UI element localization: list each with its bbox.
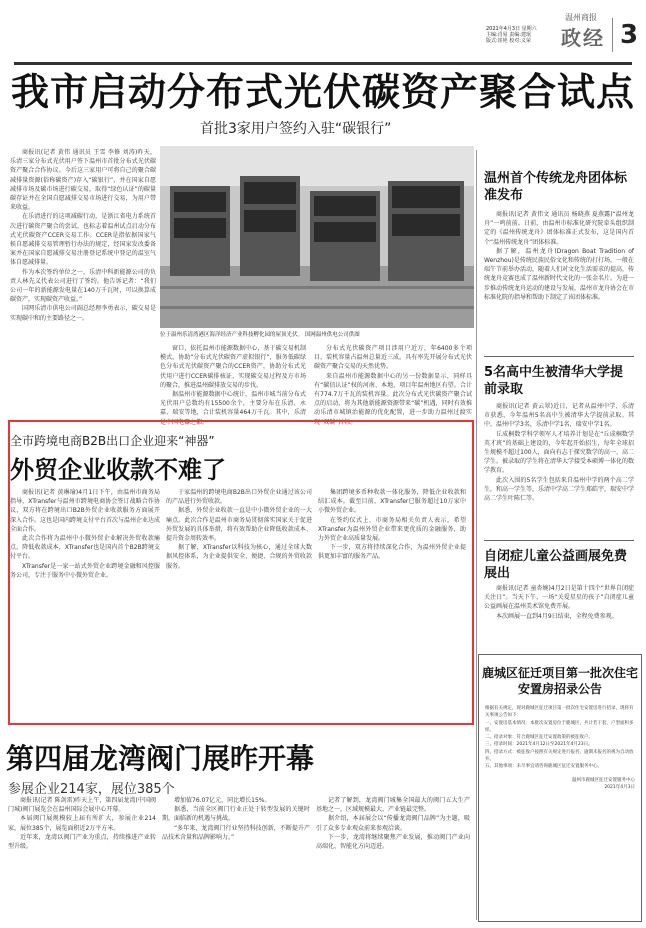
valve-col-2 xyxy=(162,796,310,922)
photo-caption: 位于温州乐清湾港区海洋经济产业科技孵化园的屋顶光伏。 国网温州供电公司供图 xyxy=(160,332,360,338)
feature-col-3 xyxy=(318,488,466,718)
paragraph: 窗口，依托温州市能源数据中心，基于碳交易机制模式，协助“分布式光伏碳资产虚拟银行”，服务低碳绿色分布式光伏碳资产聚合的CCER资产，协助分布式光伏用户进行CCER碳排核证，实现碳交易过程及方市场的聚合，推进温州碳排放交易的步伐。 xyxy=(160,345,306,389)
story-temple-title: 温州首个传统龙舟团体标准发布 xyxy=(484,171,628,203)
lead-subhead: 首批3家用户签约入驻“碳银行” xyxy=(200,121,392,137)
paragraph: 商报讯(记者 陈剑雷)昨天上午，第四届龙湾(中国阀门城)阀门展览会在温州国际会展中心开幕。 xyxy=(8,797,156,814)
lead-photo xyxy=(160,146,474,328)
valve-col-3 xyxy=(316,796,470,922)
story-autism-title: 自闭症儿童公益画展免费展出 xyxy=(484,549,628,581)
paragraph: 作为本次签约单位之一，乐清中科新能源公司的负责人林先义代表公司进行了签约。他告诉记者：“我们公司一年的新能源发电量在140万千瓦时，可以换算成碳资产，实现碳资产收益。” xyxy=(10,268,156,304)
section-name: 政经 xyxy=(561,26,605,50)
feature-col-1 xyxy=(10,488,160,718)
valve-col-1 xyxy=(8,796,156,922)
housing-notice-box xyxy=(478,654,642,922)
lead-col-3 xyxy=(314,344,472,426)
paragraph: 于家温州的跨境电商B2B出口外贸企业通过该公司的产品进行外贸收款。 xyxy=(166,489,312,506)
paragraph: 商报讯(记者 黄伟 通讯员 王雪 李修 刘涛)昨天，乐清三家分布式光伏用户签下温州市首批分布式光伏碳资产聚合合作协议。今后这三家用户可将自己的聚合碳减排量资源(俗称碳资产)存入“碳银行”，并在国家自愿减排市场及碳市场进行碳交易，取得“绿色认证”的碳量碳存证并在全国自愿减排交易市场进行交易，为用户带来收益。 xyxy=(10,149,156,212)
paragraph: 国网乐清市供电公司副总经理李勇表示，碳交易是实现碳中和的主要路径之一。 xyxy=(10,305,156,322)
paragraph: 近年来，龙湾以阀门产业为重点，持续推进产业转型升级。 xyxy=(8,833,156,851)
paragraph: 在乐清进行的这项减碳行动，是浙江省电力系统首次进行碳资产聚合的尝试，也标志着温州试点启动分布式光伏碳资产CCER交易工作。CCER是指依据国家气候自愿减排交易管理暂行办法的规定，经国家发改委备案并在国家自愿减排交易注册登记系统中登记的温室气体自愿减排量。 xyxy=(10,213,156,267)
story-divider xyxy=(484,356,634,357)
paragraph: “多年来，龙湾阀门行业坚持科技创新，不断提升产品技术含量和品牌影响力。” xyxy=(162,824,310,841)
lead-col-1 xyxy=(10,148,156,410)
paragraph: 集团跨境多币种收款一体化服务，降低企业收款和结汇成本。截至目前，XTransfer已服务超过10万家中小微外贸企业。 xyxy=(318,489,466,515)
notice-line: 二、招录对象：符合鹿城区征迁安置政策的被征收户。 xyxy=(485,735,593,741)
masthead-rule xyxy=(14,62,632,65)
masthead-divider xyxy=(612,18,613,52)
rooftop-solar-photo xyxy=(160,146,474,328)
paragraph: 本届阀门展规模较上届有所扩大，参展企业214家，展位385个，展览面积近2万平方米。 xyxy=(8,815,156,832)
story-tsinghua-title: 5名高中生被清华大学提前录取 xyxy=(484,365,624,397)
valve-expo-story xyxy=(0,742,470,797)
paragraph: 下一步，双方将持续深化合作，为温州外贸企业提供更加丰富的服务产品。 xyxy=(318,544,466,561)
paragraph: 分布式光伏碳资产项目涉用户近万，年6400多个项目，装机容量占温州总量近三成。具有率先开展分布式光伏碳资产聚合交易的天然优势。 xyxy=(314,345,472,371)
page-number: 3 xyxy=(620,20,639,50)
notice-line: 四、招录方式：被征收户按照有关规定进行报名，逾期未报名的视为自动放弃。 xyxy=(485,749,634,763)
valve-expo-title: 第四届龙湾阀门展昨开幕 xyxy=(6,742,315,775)
story-tsinghua-body xyxy=(484,402,634,534)
paragraph: 据了解，温州龙舟(Dragon Boat Tradition of Wenzhou)是传统民族民俗文化和传统的打打场，一般在端午节前举办活动，随着人们对文化生活需求的提高，传统龙舟竞赛也成了温州新时代文化的一张金名片。为进一步推动传统龙舟运动的建设与发展，温州市龙舟协会在市标准化院的指导和帮助下制定了该团体标准。 xyxy=(484,247,635,301)
notice-date: 2021年4月3日 xyxy=(604,784,635,790)
paragraph: 据介绍，本届展会以“传播龙湾阀门品牌”为主题，吸引了众多专业观众前来参观洽谈。 xyxy=(316,815,470,832)
paragraph: 据悉，外贸企业收款一直是中小微外贸企业的一大痛点。此次合作是温州市商务局贯彻落实国家关于促进外贸发展的具体举措，将有效帮助企业降低收款成本、提升资金周转效率。 xyxy=(166,507,312,543)
story-divider xyxy=(484,540,634,541)
paragraph: 商报讯(记者 黄琳瑜)4月1日下午，由温州市商务局指导，XTransfer与温州市跨境电商协会签订战略合作协议，双方将在跨境出口B2B外贸企业收款服务方面展开深入合作。这也是国内跨境支付平台首次与温州企业达成全面合作。 xyxy=(10,489,161,533)
notice-line: 三、招录时间：2021年4月12日至2021年4月23日。 xyxy=(485,742,593,748)
paragraph: 增加值76.07亿元，同比增长15%。 xyxy=(174,797,271,804)
paragraph: 来自温州市能源数据中心的另一份数据显示，同样具有“碳信认证”权的河南、本地，项目年温州地区有望。合计有774.7万千瓦的装机容量。此次分布式光伏碳资产聚合试点的启动，将为其他新能源资源带来“碳”机遇，同时有效推动乐清市城镇治能源的优化配置，进一步助力温州过渡实现“双碳”目标。 xyxy=(314,372,472,426)
brand-name: 温州商报 xyxy=(565,13,597,22)
paragraph: 下一步，龙湾将继续聚焦产业发展，推动阀门产业向高端化、智能化方向迈进。 xyxy=(316,833,470,851)
paragraph: XTransfer是一家一站式外贸企业跨境金融和风控服务公司，专注于服务中小微外贸企业。 xyxy=(10,562,160,579)
paragraph: 丘成桐数学科学领军人才培养计划是在“丘成桐数学英才班”的基础上建设的，今年起开始招生，每年全球招生规模不超过100人，面向有志于探究数学的高一、高二学生。被录取的学生将在清华大学接受本硕博一体化的数学教育。 xyxy=(484,430,635,475)
feature-title: 外贸企业收款不难了 xyxy=(10,456,226,484)
paragraph: 据温州市能源数据中心统计，温州市城当前分布式光伏用户总数约有15500余个，主要分布在乐清、永嘉、瑞安等地，合计装机容量464万千瓦。其中，乐清是中国电器之都。 xyxy=(160,391,306,426)
paragraph: 据了解，XTransfer以科技为核心，通过全球大数据风控体系，为企业提供安全、便捷、合规的外贸收款服务。 xyxy=(166,544,312,570)
paragraph: 商报讯(记者 黄伟文 通讯员 杨晓燕 夏燕露)“温州龙舟”一鸣前前。日前，由温州市标准化研究院牵头组织制定的《温州传统龙舟》团体标准正式发布，这是国内首个“温州传统龙舟”团体标准。 xyxy=(484,211,634,246)
notice-title: 鹿城区征迁项目第一批次住宅安置房招录公告 xyxy=(481,666,638,696)
paragraph: 本次画展一直到4月9日结束，全程免费参观。 xyxy=(496,612,618,620)
notice-line: 根据有关规定，现对鹿城区征迁项目第一批次住宅安置房进行招录，现将有关事项公告如下： xyxy=(485,706,634,719)
feature-col-2 xyxy=(166,488,312,718)
notice-line: 五、其他事项：未尽事宜请咨询鹿城区征迁安置服务中心。 xyxy=(485,764,602,770)
date-line: 2021年4月3日 星期六 主编:肖易 责编:建珉 版式:崔艳 校对:义荣 xyxy=(486,26,537,44)
paragraph: 商报讯(记者 黄云翠)近日，记者从温州中学、乐清市获悉，今年温州5名高中生被清华大学提前录取。其中，温州中学3名，乐清中学1名，瑞安中学1名。 xyxy=(484,403,634,429)
story-dragonboat-body xyxy=(484,210,634,350)
feature-kicker: 全市跨境电商B2B出口企业迎来“神器” xyxy=(10,434,215,448)
lead-col-2 xyxy=(160,344,306,426)
paragraph: 据悉，当前全区阀门行业正处于转型发展的关键时期，面临新的机遇与挑战。 xyxy=(162,806,310,823)
notice-signature: 温州市鹿城区征迁安置服务中心 xyxy=(572,777,635,783)
lead-headline: 我市启动分布式光伏碳资产聚合试点 xyxy=(10,70,635,114)
column-divider xyxy=(476,150,477,920)
paragraph: 记者了解到，龙湾阀门城集全国最大的阀门五大生产基地之一，区域规模最大、产业链最完整。 xyxy=(316,797,470,814)
paragraph: 商报讯(记者 童杏婉)4月2日是第十四个“世界自闭症关注日”。当天下午，一场“关爱星星的孩子”自闭症儿童公益画展在温州美术馆免费开展。 xyxy=(484,585,634,611)
notice-body xyxy=(485,705,635,791)
feature-box xyxy=(8,420,474,725)
story-autism-body xyxy=(484,584,634,648)
valve-expo-subtitle: 参展企业214家，展位385个 xyxy=(8,782,175,797)
notice-line: 一、安置房基本情况：本批次安置房位于鹿城区，共计若干套，户型面积多样。 xyxy=(485,720,634,733)
paragraph: 此次合作将为温州中小微外贸企业解决外贸收款痛点，降低收款成本，XTransfer也是国内首个B2B跨境支付平台。 xyxy=(10,535,160,561)
paragraph: 在签约仪式上，市商务局相关负责人表示，希望XTransfer为温州外贸企业带来更优质的金融服务，助力外贸企业高质量发展。 xyxy=(318,516,466,543)
paragraph: 此次入围的5名学生包括来自温州中学的两个高二学生，和高一学生等，乐清中学高二学生郑皓宇，瑞安中学高二学生叶陈仁等。 xyxy=(484,476,635,503)
masthead xyxy=(0,0,646,60)
